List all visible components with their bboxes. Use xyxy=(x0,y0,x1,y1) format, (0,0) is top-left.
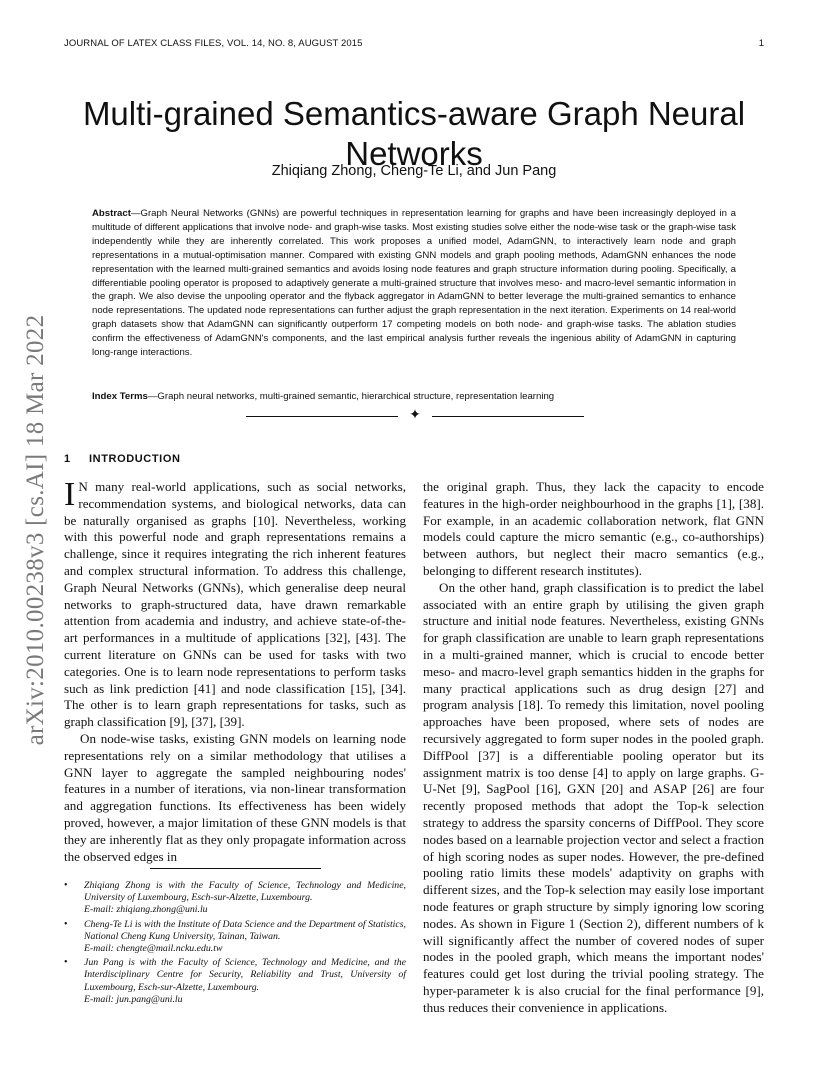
dropcap-lead: N xyxy=(78,479,88,494)
footnote-email: E-mail: zhiqiang.zhong@uni.lu xyxy=(84,904,208,916)
footnote-email: E-mail: chengte@mail.ncku.edu.tw xyxy=(84,943,223,955)
intro-paragraph-2: On node-wise tasks, existing GNN models on learning node representations rely on a similar methodology that utilises a GNN layer to aggregate the sampled neighbouring nodes' features in a number of iterations, via non-linear transformation and aggregation functions. Its effectiveness has been widely proved, however, a major limitation of these GNN models is that they are inherently flat as they only propagate information across the observed edges in xyxy=(64,730,406,864)
author-footnotes xyxy=(64,880,406,1008)
section-number: 1 xyxy=(64,453,71,465)
section-divider xyxy=(246,409,584,423)
abstract-text: —Graph Neural Networks (GNNs) are powerful techniques in representation learning for graphs and have been increasingly deployed in a multitude of different applications that involve node- and graph-wise tasks. Most existing studies solve either the node-wise task or the graph-wise task independently while they are inherently correlated. This work proposes a unified model, AdamGNN, to interactively learn node and graph representations in a mutual-optimisation manner. Compared with existing GNN models and graph pooling methods, AdamGNN enhances the node representation with the learned multi-grained semantics and avoids losing node features and graph structure information during pooling. Specifically, a differentiable pooling operator is proposed to adaptively generate a multi-grained structure that involves meso- and macro-level semantic information in the graph. We also devise the unpooling operator and the flyback aggregator in AdamGNN to better leverage the multi-grained semantics to enhance node representations. The updated node representations can further adjust the graph representation in the next iteration. Experiments on 14 real-world graph datasets show that AdamGNN can significantly outperform 17 competing models on both node- and graph-wise tasks. The ablation studies confirm the effectiveness of AdamGNN's components, and the last empirical analysis further reveals the ingenious ability of AdamGNN in capturing long-range interactions. xyxy=(92,208,736,359)
abstract-label: Abstract xyxy=(92,208,131,219)
footnote-rule xyxy=(150,868,321,869)
divider-ornament-icon: ✦ xyxy=(409,407,421,423)
footnote-affiliation: Jun Pang is with the Faculty of Science, Technology and Medicine, and the Interdisciplinary Centre for Security, Reliability and Trust, University of Luxembourg, Esch-sur-Alzette, Luxembourg. xyxy=(84,957,406,993)
section-title: INTRODUCTION xyxy=(89,453,181,465)
footnote-email: E-mail: jun.pang@uni.lu xyxy=(84,993,183,1005)
footnote-item xyxy=(64,919,406,956)
footnote-item xyxy=(64,957,406,1006)
footnote-item xyxy=(64,880,406,917)
paper-authors: Zhiqiang Zhong, Cheng-Te Li, and Jun Pang xyxy=(271,163,557,179)
index-terms-text: —Graph neural networks, multi-grained semantic, hierarchical structure, representation learning xyxy=(147,391,555,402)
title-line-1: Multi-grained Semantics-aware Graph Neural xyxy=(82,95,746,133)
arxiv-id: arXiv:2010.00238v3 [cs.AI] 18 Mar 2022 xyxy=(22,314,49,746)
divider-line-right xyxy=(432,416,584,417)
page-number: 1 xyxy=(758,38,764,49)
index-terms-label: Index Terms xyxy=(92,391,148,402)
title-line-2: Networks xyxy=(345,135,483,173)
intro-paragraph-1 xyxy=(64,476,406,731)
body-column-right xyxy=(423,479,764,1017)
section-heading xyxy=(64,453,404,465)
arxiv-stamp xyxy=(6,290,66,770)
intro-paragraph-4: On the other hand, graph classification is to predict the label associated with an entire graph by utilising the given graph structure and initial node features. Nevertheless, existing GNNs for graph classification are unable to learn graph representations in a multi-grained manner, which is crucial to encode better meso- and macro-level graph semantics hidden in the graphs for many practical applications such as drug design [27] and program analysis [18]. To remedy this limitation, novel pooling approaches have been proposed, where sets of nodes are recursively aggregated to form super nodes in the pooled graph. DiffPool [37] is a differentiable pooling operator but its assignment matrix is too dense [4] to apply on large graphs. G-U-Net [9], SagPool [16], GXN [20] and ASAP [26] are four recently proposed methods that adopt the Top-k selection strategy to address the sparsity concerns of DiffPool. They score nodes based on a learnable projection vector and select a fraction of high scoring nodes as super nodes. However, the pre-defined pooling ratio limits these models' adaptivity on graphs with different sizes, and the Top-k selection may easily lose important node features or graph structure by simply ignoring low scoring nodes. As shown in Figure 1 (Section 2), different numbers of k will significantly affect the number of covered nodes of super nodes in the pooled graph, which means the important nodes' features could get lost during the trivial pooling strategy. The hyper-parameter k is also crucial for the final performance [9], thus reduces their convenience in applications. xyxy=(423,579,765,1015)
running-header: JOURNAL OF LATEX CLASS FILES, VOL. 14, NO. 8, AUGUST 2015 xyxy=(64,38,363,49)
index-terms xyxy=(92,390,736,404)
dropcap: I xyxy=(64,476,76,513)
intro-paragraph-3: the original graph. Thus, they lack the capacity to encode features in the high-order neighbourhood in the graphs [1], [38]. For example, in an academic collaboration network, flat GNN models could capture the micro semantic (e.g., co-authorships) between authors, but neglect their macro semantics (e.g., belonging to different research institutes). xyxy=(423,479,764,578)
footnote-affiliation: Zhiqiang Zhong is with the Faculty of Science, Technology and Medicine, University of Luxembourg, Esch-sur-Alzette, Luxembourg. xyxy=(84,880,406,904)
body-column-left xyxy=(64,476,406,865)
footnote-affiliation: Cheng-Te Li is with the Institute of Data Science and the Department of Statistics, National Cheng Kung University, Tainan, Taiwan. xyxy=(84,918,406,942)
abstract xyxy=(92,207,736,360)
intro-paragraph-1-text: many real-world applications, such as social networks, recommendation systems, and biological networks, data can be naturally organised as graphs [10]. Nevertheless, working with this powerful node and graph representations remains a challenge, since it requires integrating the rich inherent features and complex structural information. To address this challenge, Graph Neural Networks (GNNs), which generalise deep neural networks to graph-structured data, have drawn remarkable attention from academia and industry, and achieve state-of-the-art performances in a multitude of applications [32], [43]. The current literature on GNNs can be used for tasks with two categories. One is to learn node representations to perform tasks such as link prediction [41] and node classification [15], [34]. The other is to learn graph representations for tasks, such as graph classification [9], [37], [39]. xyxy=(64,479,406,730)
